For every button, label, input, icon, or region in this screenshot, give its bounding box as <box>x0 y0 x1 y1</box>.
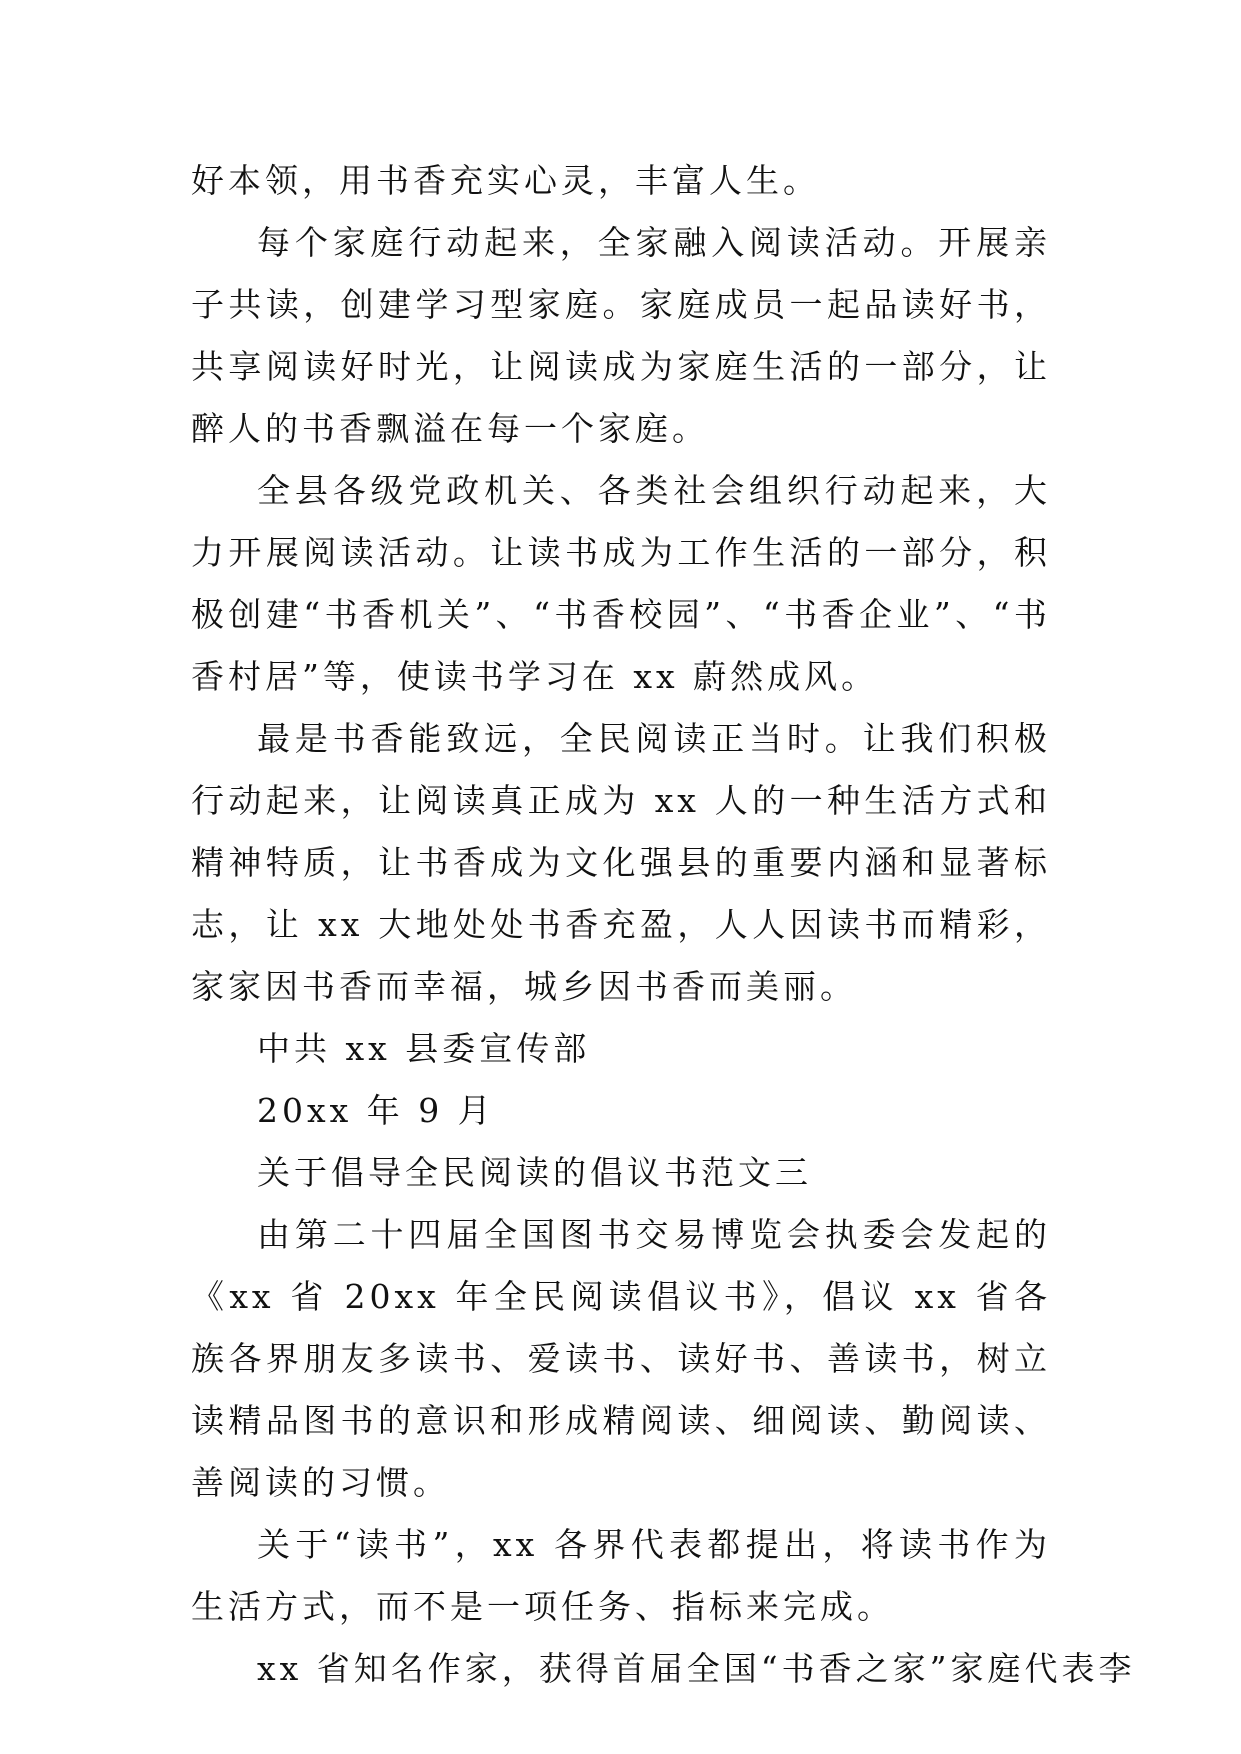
paragraph-family-reading: 每个家庭行动起来，全家融入阅读活动。开展亲子共读，创建学习型家庭。家庭成员一起品读好书，共享阅读好时光，让阅读成为家庭生活的一部分，让醉人的书香飘溢在每一个家庭。 <box>191 223 1051 448</box>
paragraph-writer: xx 省知名作家，获得首届全国“书香之家”家庭代表李 <box>257 1649 1136 1688</box>
section-title: 关于倡导全民阅读的倡议书范文三 <box>257 1153 812 1192</box>
paragraph-closing-call: 最是书香能致远，全民阅读正当时。让我们积极行动起来，让阅读真正成为 xx 人的一种生活方式和精神特质，让书香成为文化强县的重要内涵和显著标志，让 xx 大地处处书香充盈，人人因读书而精彩，家家因书香而幸福，城乡因书香而美丽。 <box>191 719 1051 1006</box>
paragraph-continued: 好本领，用书香充实心灵，丰富人生。 <box>191 161 820 200</box>
signature-department: 中共 xx 县委宣传部 <box>257 1029 591 1068</box>
paragraph-book-fair: 由第二十四届全国图书交易博览会执委会发起的《xx 省 20xx 年全民阅读倡议书》，倡议 xx 省各族各界朋友多读书、爱读书、读好书、善读书，树立读精品图书的意识和形成精阅读、细阅读、勤阅读、善阅读的习惯。 <box>191 1215 1051 1502</box>
paragraph-organizations: 全县各级党政机关、各类社会组织行动起来，大力开展阅读活动。让读书成为工作生活的一部分，积极创建“书香机关”、“书香校园”、“书香企业”、“书香村居”等，使读书学习在 xx 蔚然成风。 <box>191 471 1051 696</box>
paragraph-about-reading: 关于“读书”，xx 各界代表都提出，将读书作为生活方式，而不是一项任务、指标来完成。 <box>191 1525 1051 1626</box>
document-page <box>191 150 1136 1700</box>
signature-date: 20xx 年 9 月 <box>257 1091 495 1130</box>
